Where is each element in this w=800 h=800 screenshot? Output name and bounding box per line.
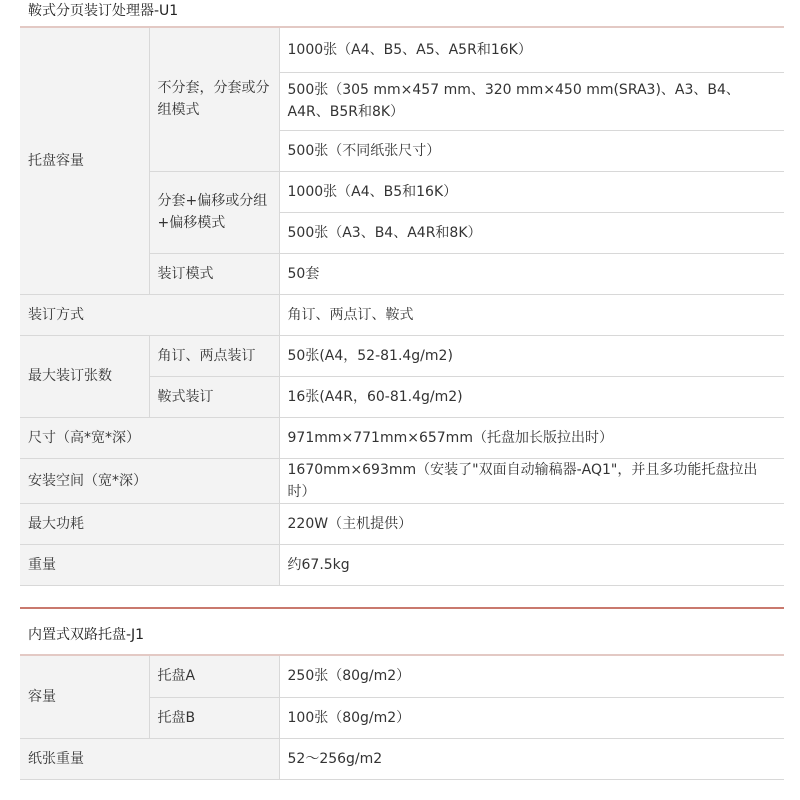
tray-capacity-value: 1000张（A4、B5和16K） [279,171,784,212]
table-row [20,544,784,585]
tray-b-label: 托盘B [149,697,279,738]
binding-method-label: 装订方式 [20,294,279,335]
max-power-value: 220W（主机提供） [279,503,784,544]
mode-offset-label: 分套+偏移或分组+偏移模式 [149,171,279,253]
weight-value: 约67.5kg [279,544,784,585]
tray-capacity-value: 500张（305 mm×457 mm、320 mm×450 mm(SRA3)、A3、B4、A4R、B5R和8K） [279,72,784,130]
binding-method-value: 角订、两点订、鞍式 [279,294,784,335]
tray-a-value: 250张（80g/m2） [279,655,784,697]
table-row [20,738,784,779]
paper-weight-value: 52～256g/m2 [279,738,784,779]
tray-capacity-value: 1000张（A4、B5、A5、A5R和16K） [279,27,784,72]
table-row [20,335,784,376]
mode-nonsort-label: 不分套，分套或分组模式 [149,27,279,171]
table-row [20,417,784,458]
table-row [20,503,784,544]
size-label: 尺寸（高*宽*深） [20,417,279,458]
paper-weight-label: 纸张重量 [20,738,279,779]
section-title-tray: 内置式双路托盘-J1 [28,627,145,643]
tray-spec-table [20,654,784,780]
tray-a-label: 托盘A [149,655,279,697]
tray-capacity-value: 500张（A3、B4、A4R和8K） [279,212,784,253]
max-binding-value: 50张(A4，52-81.4g/m2) [279,335,784,376]
table-row [20,655,784,697]
finisher-spec-table [20,26,784,586]
section-divider [20,607,784,609]
max-binding-sub-label: 鞍式装订 [149,376,279,417]
tray-capacity-label: 托盘容量 [20,27,149,294]
tray-b-value: 100张（80g/m2） [279,697,784,738]
weight-label: 重量 [20,544,279,585]
install-space-label: 安装空间（宽*深） [20,458,279,503]
mode-staple-label: 装订模式 [149,253,279,294]
max-binding-sub-label: 角订、两点装订 [149,335,279,376]
tray-capacity-value: 500张（不同纸张尺寸） [279,130,784,171]
table-row [20,294,784,335]
max-power-label: 最大功耗 [20,503,279,544]
tray-capacity-value: 50套 [279,253,784,294]
table-row [20,27,784,72]
max-binding-value: 16张(A4R，60-81.4g/m2) [279,376,784,417]
section-title-finisher: 鞍式分页装订处理器-U1 [28,3,179,19]
size-value: 971mm×771mm×657mm（托盘加长版拉出时） [279,417,784,458]
install-space-value: 1670mm×693mm（安装了"双面自动输稿器-AQ1"，并且多功能托盘拉出时） [279,458,784,503]
max-binding-label: 最大装订张数 [20,335,149,417]
capacity-label: 容量 [20,655,149,738]
table-row [20,458,784,503]
